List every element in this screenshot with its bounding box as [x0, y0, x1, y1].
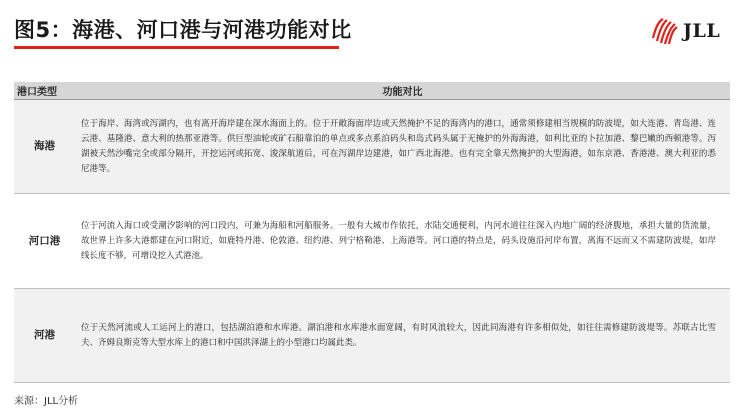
- description-cell: 位于海岸、海湾或泻湖内，也有离开海岸建在深水海面上的。位于开敞海面岸边或天然掩护不足的海湾内的港口，通常须修建相当规模的防波堤，如大连港、青岛港、连云港、基隆港、意大利的热那亚港等。供巨型油轮或矿石船靠泊的单点或多点系泊码头和岛式码头属于无掩护的外海海港，如利比亚的卜拉加港、黎巴嫩的西顿港等。泻湖被天然沙嘴完全或部分隔开，开挖运河或拓宽、浚深航道后，可在泻湖岸边建港，如广西北海港。也有完全靠天然掩护的大型海港，如东京港、香港港、澳大利亚的悉尼港等。: [75, 100, 730, 194]
- table-row: [14, 289, 730, 383]
- header-port-type: 港口类型: [14, 82, 75, 100]
- jll-logo-icon: [650, 16, 678, 46]
- table-row: [14, 194, 730, 289]
- port-type-cell: 河口港: [14, 194, 75, 289]
- title-underline: [14, 46, 339, 49]
- port-type-cell: 河港: [14, 289, 75, 383]
- table-row: [14, 100, 730, 194]
- comparison-table: [14, 82, 730, 383]
- description-cell: 位于河流入海口或受潮汐影响的河口段内，可兼为海船和河船服务。一般有大城市作依托，水陆交通便利，内河水道往往深入内地广阔的经济腹地，承担大量的货流量，故世界上许多大港都建在河口附近，如鹿特丹港、伦敦港、纽约港、列宁格勒港、上海港等。河口港的特点是，码头设施沿河岸布置，离海不远而又不需建防波堤，如岸线长度不够，可增设挖入式港池。: [75, 194, 730, 289]
- description-cell: 位于天然河流或人工运河上的港口，包括湖泊港和水库港。湖泊港和水库港水面宽阔，有时风浪较大，因此同海港有许多相似处，如往往需修建防波堤等。苏联古比雪夫、齐姆良斯克等大型水库上的港口和中国洪泽湖上的小型港口均属此类。: [75, 289, 730, 383]
- source-note: 来源：JLL分析: [14, 396, 79, 407]
- jll-logo: [650, 16, 720, 46]
- page-title: 图5：海港、河口港与河港功能对比: [14, 18, 352, 42]
- port-type-cell: 海港: [14, 100, 75, 194]
- table-header-row: [14, 82, 730, 100]
- logo-text: JLL: [683, 20, 721, 42]
- header-function-comparison: 功能对比: [75, 82, 730, 100]
